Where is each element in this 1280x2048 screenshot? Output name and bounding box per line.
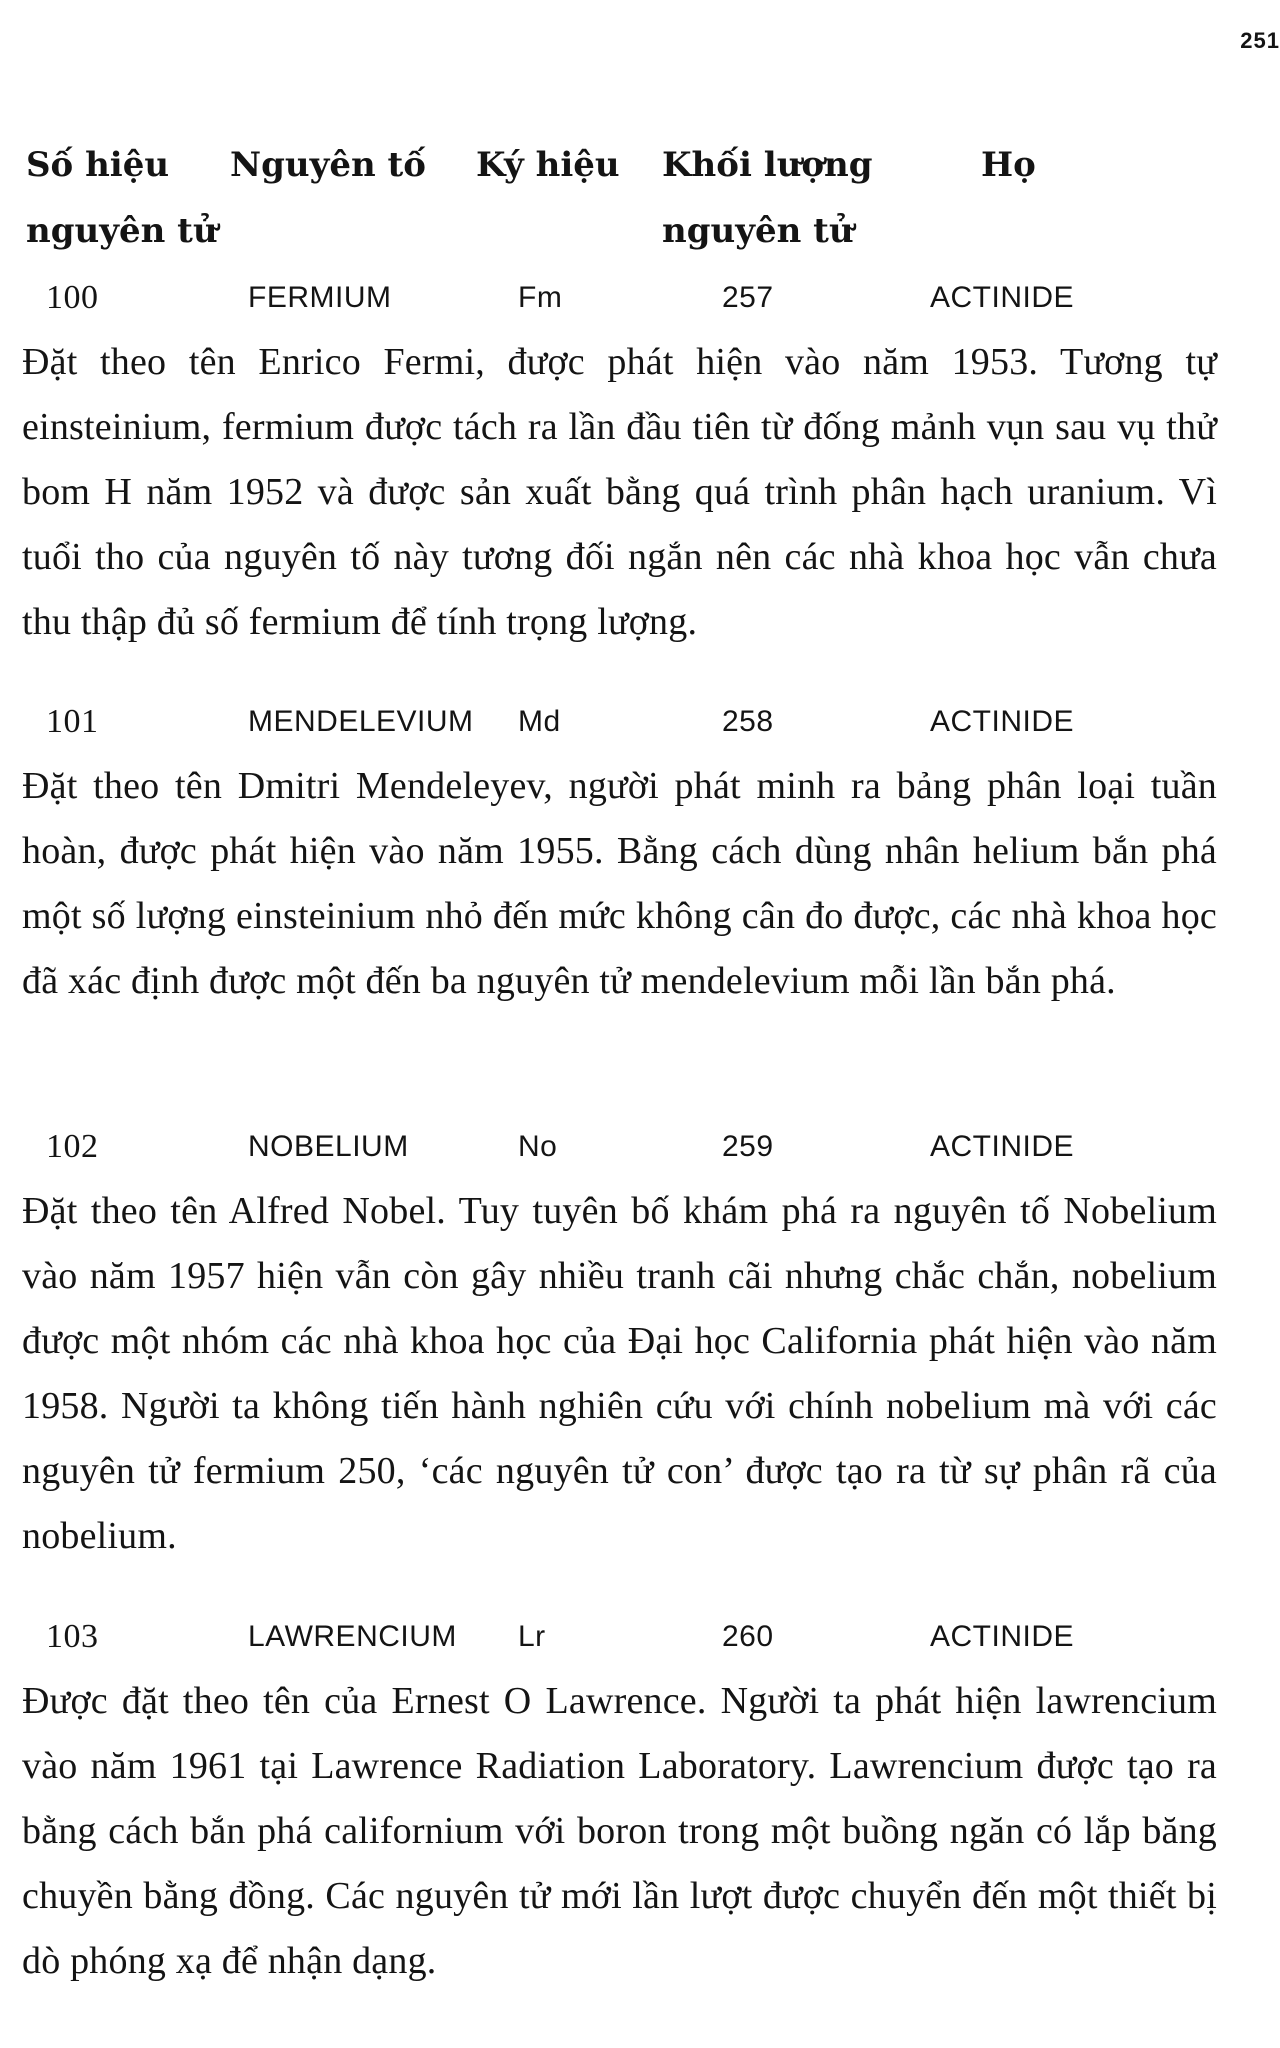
atomic-number: 103 [46,1618,99,1655]
element-description: Đặt theo tên Alfred Nobel. Tuy tuyên bố khám phá ra nguyên tố Nobelium vào năm 1957 hiện vẫn còn gây nhiều tranh cãi nhưng chắc chắn, nobelium được một nhóm các nhà khoa học của Đại học California phát hiện vào năm 1958. Người ta không tiến hành nghiên cứu với chính nobelium mà với các nguyên tử fermium 250, ‘các nguyên tử con’ được tạo ra từ sự phân rã của nobelium. [22,1190,1217,1557]
element-entry [22,276,1217,655]
element-symbol: Lr [518,1620,546,1653]
atomic-mass: 257 [722,281,774,314]
element-family: ACTINIDE [930,705,1075,738]
element-name: MENDELEVIUM [248,705,474,738]
entry-meta-row [22,1125,1217,1169]
element-name: NOBELIUM [248,1130,409,1163]
atomic-mass: 260 [722,1620,774,1653]
element-symbol: Fm [518,281,563,314]
element-entry [22,1125,1217,1569]
element-description: Đặt theo tên Dmitri Mendeleyev, người phát minh ra bảng phân loại tuần hoàn, được phát hiện vào năm 1955. Bằng cách dùng nhân helium bắn phá một số lượng einsteinium nhỏ đến mức không cân đo được, các nhà khoa học đã xác định được một đến ba nguyên tử mendelevium mỗi lần bắn phá. [22,765,1217,1002]
atomic-number: 101 [46,703,99,740]
entry-meta-row [22,276,1217,320]
element-family: ACTINIDE [930,1130,1075,1163]
element-symbol: Md [518,705,561,738]
atomic-mass: 259 [722,1130,774,1163]
header-atomic-number: Số hiệu nguyên tử [26,145,218,251]
atomic-number: 100 [46,279,99,316]
element-family: ACTINIDE [930,1620,1075,1653]
page-number: 251 [1240,28,1280,53]
entry-meta-row [22,1615,1217,1659]
atomic-number: 102 [46,1128,99,1165]
header-symbol: Ký hiệu [476,145,620,185]
header-element: Nguyên tố [230,145,426,185]
element-entry [22,700,1217,1014]
element-family: ACTINIDE [930,281,1075,314]
atomic-mass: 258 [722,705,774,738]
header-atomic-mass: Khối lượng nguyên tử [662,145,873,251]
header-family: Họ [981,145,1036,185]
element-symbol: No [518,1130,558,1163]
element-name: LAWRENCIUM [248,1620,457,1653]
entry-meta-row [22,700,1217,744]
element-description: Được đặt theo tên của Ernest O Lawrence. Người ta phát hiện lawrencium vào năm 1961 tại Lawrence Radiation Laboratory. Lawrencium được tạo ra bằng cách bắn phá californium với boron trong một buồng ngăn có lắp băng chuyền bằng đồng. Các nguyên tử mới lần lượt được chuyển đến một thiết bị dò phóng xạ để nhận dạng. [22,1680,1217,1982]
element-description: Đặt theo tên Enrico Fermi, được phát hiện vào năm 1953. Tương tự einsteinium, fermium được tách ra lần đầu tiên từ đống mảnh vụn sau vụ thử bom H năm 1952 và được sản xuất bằng quá trình phân hạch uranium. Vì tuổi tho của nguyên tố này tương đối ngắn nên các nhà khoa học vẫn chưa thu thập đủ số fermium để tính trọng lượng. [22,341,1217,643]
table-header [26,132,1226,252]
element-entry [22,1615,1217,1994]
element-name: FERMIUM [248,281,392,314]
